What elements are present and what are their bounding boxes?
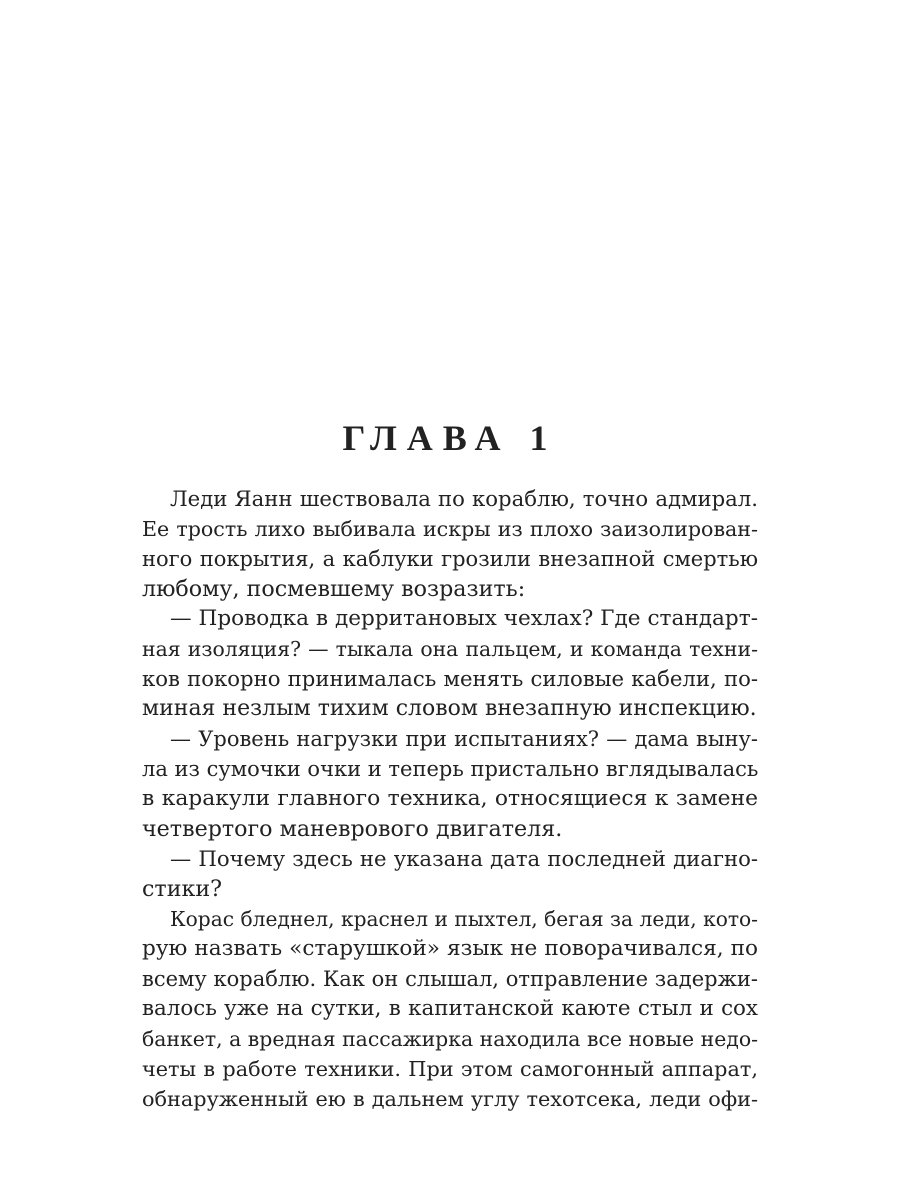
text-line: — Уровень нагрузки при испытаниях? — дама выну-: [170, 727, 758, 751]
text-line: стики?: [142, 876, 223, 902]
text-line: четвертого маневрового двигателя.: [142, 816, 563, 842]
text-line: ная изоляция? — тыкала она пальцем, и команда техни-: [142, 637, 758, 661]
text-line: в каракули главного техника, относящиеся к замене: [142, 786, 758, 811]
text-line: ного покрытия, а каблуки грозили внезапной смертью: [142, 547, 758, 571]
chapter-title: ГЛАВА 1: [342, 418, 558, 458]
text-line: — Проводка в дерритановых чехлах? Где стандарт-: [170, 606, 758, 631]
text-line: валось уже на сутки, в капитанской каюте стыл и сох: [142, 996, 758, 1021]
text-line: банкет, а вредная пассажирка находила все новые недо-: [142, 1027, 758, 1051]
text-line: любому, посмевшему возразить:: [142, 576, 526, 602]
text-line: рую назвать «старушкой» язык не поворачивался, по: [142, 936, 758, 961]
text-line: обнаруженный ею в дальнем углу техотсека, леди офи-: [142, 1087, 758, 1111]
text-line: Ее трость лихо выбивала искры из плохо заизолирован-: [142, 517, 758, 541]
text-line: миная незлым тихим словом внезапную инспекцию.: [142, 696, 757, 721]
text-line: четы в работе техники. При этом самогонный аппарат,: [142, 1057, 758, 1081]
text-line: Корас бледнел, краснел и пыхтел, бегая за леди, кото-: [170, 907, 758, 931]
text-line: — Почему здесь не указана дата последней диагно-: [170, 846, 758, 871]
body-text: [142, 484, 758, 1114]
text-line: Леди Яанн шествовала по кораблю, точно адмирал.: [170, 486, 758, 511]
text-line: ков покорно принималась менять силовые кабели, по-: [142, 666, 758, 691]
text-line: всему кораблю. Как он слышал, отправление задержи-: [142, 967, 758, 991]
text-line: ла из сумочки очки и теперь пристально вглядывалась: [142, 757, 758, 781]
